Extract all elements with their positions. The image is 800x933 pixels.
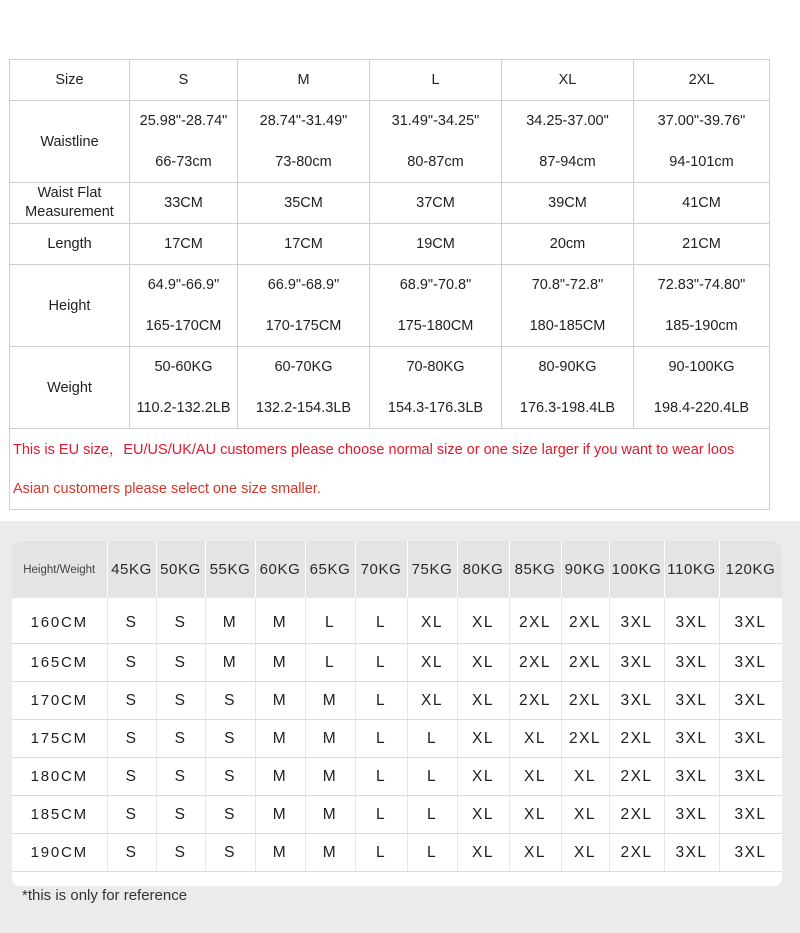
recommended-size-cell: L — [355, 682, 407, 720]
weight-header-row — [12, 541, 782, 598]
length-label: Length — [10, 224, 130, 265]
size-header-row — [10, 60, 770, 101]
recommended-size-cell: 2XL — [609, 720, 664, 758]
recommended-size-cell: XL — [561, 758, 609, 796]
recommended-size-cell: 3XL — [609, 598, 664, 644]
height-weight-table — [12, 541, 782, 872]
weight-header-cell: 85KG — [509, 541, 561, 598]
recommended-size-cell: M — [255, 644, 305, 682]
waist-flat-cell: 39CM — [502, 183, 634, 224]
height-inch-cell: 70.8"-72.8" — [502, 265, 634, 306]
recommended-size-cell: M — [255, 796, 305, 834]
recommended-size-cell: S — [156, 644, 205, 682]
recommended-size-cell: L — [407, 834, 457, 872]
reference-note: *this is only for reference — [22, 887, 188, 904]
recommended-size-cell: 3XL — [719, 758, 782, 796]
height-row-label: 180CM — [12, 758, 107, 796]
recommended-size-cell: S — [107, 644, 156, 682]
weight-kg-cell: 70-80KG — [370, 347, 502, 388]
recommended-size-cell: L — [355, 720, 407, 758]
height-row-label: 170CM — [12, 682, 107, 720]
recommended-size-cell: S — [156, 720, 205, 758]
height-weight-card — [12, 541, 782, 886]
recommended-size-cell: S — [107, 834, 156, 872]
recommended-size-cell: M — [305, 682, 355, 720]
recommended-size-cell: XL — [457, 758, 509, 796]
recommended-size-cell: 2XL — [609, 758, 664, 796]
recommended-size-cell: 3XL — [664, 598, 719, 644]
recommended-size-cell: L — [355, 644, 407, 682]
recommended-size-cell: XL — [561, 796, 609, 834]
height-row — [12, 682, 782, 720]
weight-header-cell: 50KG — [156, 541, 205, 598]
length-cell: 21CM — [634, 224, 770, 265]
weight-header-cell: 45KG — [107, 541, 156, 598]
waistline-inch-cell: 25.98"-28.74" — [130, 101, 238, 142]
recommended-size-cell: XL — [509, 796, 561, 834]
waistline-inch-cell: 31.49"-34.25" — [370, 101, 502, 142]
recommended-size-cell: L — [407, 796, 457, 834]
waistline-inch-cell: 28.74"-31.49" — [238, 101, 370, 142]
height-inch-cell: 66.9"-68.9" — [238, 265, 370, 306]
recommended-size-cell: 3XL — [609, 682, 664, 720]
size-header-xl: XL — [502, 60, 634, 101]
recommended-size-cell: S — [107, 682, 156, 720]
size-header-2xl: 2XL — [634, 60, 770, 101]
waistline-cm-cell: 87-94cm — [502, 142, 634, 183]
recommended-size-cell: M — [255, 834, 305, 872]
weight-lb-cell: 110.2-132.2LB — [130, 388, 238, 429]
height-weight-corner-label: Height/Weight — [12, 541, 107, 598]
height-row — [12, 758, 782, 796]
weight-kg-cell: 60-70KG — [238, 347, 370, 388]
recommended-size-cell: 3XL — [719, 720, 782, 758]
recommended-size-cell: 3XL — [719, 796, 782, 834]
recommended-size-cell: L — [305, 598, 355, 644]
size-header-label: Size — [10, 60, 130, 101]
recommended-size-cell: 3XL — [719, 834, 782, 872]
weight-header-cell: 75KG — [407, 541, 457, 598]
recommended-size-cell: XL — [407, 598, 457, 644]
recommended-size-cell: M — [305, 834, 355, 872]
height-row-label: 185CM — [12, 796, 107, 834]
recommended-size-cell: M — [205, 644, 255, 682]
height-row — [12, 796, 782, 834]
height-inch-cell: 64.9"-66.9" — [130, 265, 238, 306]
recommended-size-cell: 2XL — [609, 796, 664, 834]
waist-flat-cell: 33CM — [130, 183, 238, 224]
size-table — [9, 59, 770, 510]
recommended-size-cell: 3XL — [719, 682, 782, 720]
recommended-size-cell: XL — [509, 758, 561, 796]
weight-kg-cell: 50-60KG — [130, 347, 238, 388]
waistline-inch-row — [10, 101, 770, 142]
height-row — [12, 598, 782, 644]
recommended-size-cell: 3XL — [719, 598, 782, 644]
recommended-size-cell: S — [205, 796, 255, 834]
recommended-size-cell: 3XL — [664, 644, 719, 682]
recommended-size-cell: 3XL — [609, 644, 664, 682]
recommended-size-cell: M — [305, 758, 355, 796]
recommended-size-cell: XL — [457, 720, 509, 758]
recommended-size-cell: S — [107, 796, 156, 834]
recommended-size-cell: M — [305, 796, 355, 834]
height-weight-panel — [0, 521, 800, 933]
waistline-cm-cell: 66-73cm — [130, 142, 238, 183]
weight-lb-cell: 132.2-154.3LB — [238, 388, 370, 429]
recommended-size-cell: 3XL — [664, 682, 719, 720]
waistline-cm-cell: 94-101cm — [634, 142, 770, 183]
recommended-size-cell: XL — [561, 834, 609, 872]
recommended-size-cell: XL — [457, 644, 509, 682]
asian-size-note: Asian customers please select one size smaller. — [10, 469, 770, 510]
asian-note-row — [10, 469, 770, 510]
recommended-size-cell: S — [156, 682, 205, 720]
waistline-cm-cell: 80-87cm — [370, 142, 502, 183]
waist-flat-label — [10, 183, 130, 224]
height-inch-row — [10, 265, 770, 306]
weight-header-cell: 55KG — [205, 541, 255, 598]
recommended-size-cell: 3XL — [664, 834, 719, 872]
height-cm-cell: 185-190cm — [634, 306, 770, 347]
recommended-size-cell: S — [107, 720, 156, 758]
height-cm-cell: 165-170CM — [130, 306, 238, 347]
weight-header-cell: 120KG — [719, 541, 782, 598]
recommended-size-cell: 2XL — [609, 834, 664, 872]
height-row-label: 165CM — [12, 644, 107, 682]
recommended-size-cell: 2XL — [509, 644, 561, 682]
eu-note-row — [10, 429, 770, 469]
waistline-label: Waistline — [10, 101, 130, 183]
height-label: Height — [10, 265, 130, 347]
recommended-size-cell: XL — [457, 834, 509, 872]
recommended-size-cell: XL — [509, 834, 561, 872]
recommended-size-cell: S — [156, 598, 205, 644]
size-header-s: S — [130, 60, 238, 101]
waist-flat-cell: 37CM — [370, 183, 502, 224]
recommended-size-cell: L — [407, 758, 457, 796]
recommended-size-cell: XL — [457, 796, 509, 834]
recommended-size-cell: XL — [407, 644, 457, 682]
weight-header-cell: 90KG — [561, 541, 609, 598]
recommended-size-cell: S — [205, 682, 255, 720]
recommended-size-cell: L — [355, 758, 407, 796]
height-row-label: 190CM — [12, 834, 107, 872]
length-cell: 19CM — [370, 224, 502, 265]
weight-lb-cell: 198.4-220.4LB — [634, 388, 770, 429]
length-cell: 17CM — [130, 224, 238, 265]
weight-header-cell: 100KG — [609, 541, 664, 598]
recommended-size-cell: M — [255, 682, 305, 720]
recommended-size-cell: L — [355, 834, 407, 872]
recommended-size-cell: S — [205, 758, 255, 796]
weight-kg-cell: 80-90KG — [502, 347, 634, 388]
recommended-size-cell: L — [407, 720, 457, 758]
recommended-size-cell: L — [305, 644, 355, 682]
recommended-size-cell: 3XL — [664, 720, 719, 758]
recommended-size-cell: S — [156, 758, 205, 796]
waist-flat-cell: 41CM — [634, 183, 770, 224]
length-cell: 20cm — [502, 224, 634, 265]
recommended-size-cell: L — [355, 796, 407, 834]
recommended-size-cell: M — [255, 720, 305, 758]
recommended-size-cell: XL — [509, 720, 561, 758]
recommended-size-cell: XL — [407, 682, 457, 720]
height-cm-cell: 170-175CM — [238, 306, 370, 347]
recommended-size-cell: 3XL — [719, 644, 782, 682]
weight-header-cell: 110KG — [664, 541, 719, 598]
waistline-cm-cell: 73-80cm — [238, 142, 370, 183]
size-header-l: L — [370, 60, 502, 101]
recommended-size-cell: S — [107, 598, 156, 644]
recommended-size-cell: M — [205, 598, 255, 644]
recommended-size-cell: 2XL — [561, 682, 609, 720]
recommended-size-cell: M — [255, 758, 305, 796]
recommended-size-cell: S — [205, 720, 255, 758]
weight-label: Weight — [10, 347, 130, 429]
height-cm-cell: 175-180CM — [370, 306, 502, 347]
recommended-size-cell: S — [156, 796, 205, 834]
length-cell: 17CM — [238, 224, 370, 265]
recommended-size-cell: S — [205, 834, 255, 872]
height-weight-body — [12, 598, 782, 872]
height-inch-cell: 72.83"-74.80" — [634, 265, 770, 306]
waist-flat-cell: 35CM — [238, 183, 370, 224]
weight-header-cell: 80KG — [457, 541, 509, 598]
height-row-label: 175CM — [12, 720, 107, 758]
waistline-inch-cell: 37.00"-39.76" — [634, 101, 770, 142]
waist-flat-label-line2: Measurement — [25, 204, 114, 220]
recommended-size-cell: M — [255, 598, 305, 644]
waist-flat-row — [10, 183, 770, 224]
recommended-size-cell: S — [107, 758, 156, 796]
recommended-size-cell: 2XL — [561, 644, 609, 682]
weight-header-cell: 70KG — [355, 541, 407, 598]
eu-size-note: This is EU size，EU/US/UK/AU customers please choose normal size or one size larger if you want to wear loos — [10, 429, 770, 469]
size-header-m: M — [238, 60, 370, 101]
recommended-size-cell: M — [305, 720, 355, 758]
length-row — [10, 224, 770, 265]
height-row-label: 160CM — [12, 598, 107, 644]
recommended-size-cell: 2XL — [509, 598, 561, 644]
waist-flat-label-line1: Waist Flat — [37, 185, 102, 201]
recommended-size-cell: L — [355, 598, 407, 644]
height-row — [12, 644, 782, 682]
recommended-size-cell: 3XL — [664, 796, 719, 834]
weight-header-cell: 60KG — [255, 541, 305, 598]
height-cm-cell: 180-185CM — [502, 306, 634, 347]
recommended-size-cell: 2XL — [509, 682, 561, 720]
recommended-size-cell: XL — [457, 598, 509, 644]
recommended-size-cell: 2XL — [561, 598, 609, 644]
weight-kg-cell: 90-100KG — [634, 347, 770, 388]
height-row — [12, 834, 782, 872]
weight-lb-cell: 176.3-198.4LB — [502, 388, 634, 429]
waistline-inch-cell: 34.25-37.00" — [502, 101, 634, 142]
height-row — [12, 720, 782, 758]
recommended-size-cell: XL — [457, 682, 509, 720]
weight-lb-cell: 154.3-176.3LB — [370, 388, 502, 429]
recommended-size-cell: 3XL — [664, 758, 719, 796]
recommended-size-cell: S — [156, 834, 205, 872]
weight-header-cell: 65KG — [305, 541, 355, 598]
recommended-size-cell: 2XL — [561, 720, 609, 758]
height-inch-cell: 68.9"-70.8" — [370, 265, 502, 306]
weight-kg-row — [10, 347, 770, 388]
